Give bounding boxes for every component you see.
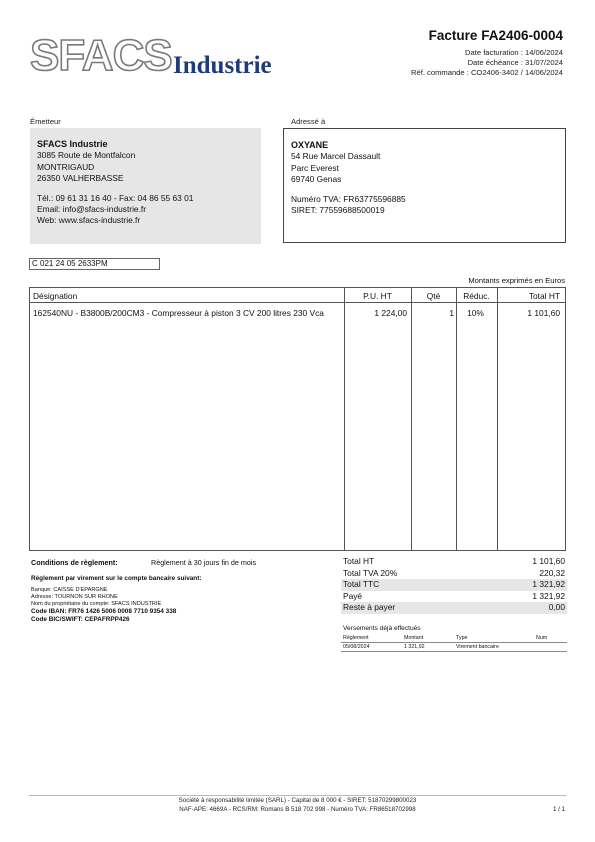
sender-address-line: MONTRIGAUD [37, 161, 95, 172]
row-total: 1 101,60 [527, 308, 560, 318]
payments-header-date: Règlement [343, 635, 369, 641]
sender-label: Émetteur [30, 117, 61, 126]
row-quantity: 1 [449, 308, 454, 318]
recipient-address-line: 69740 Genas [291, 174, 342, 185]
payment-date: 05/08/2024 [343, 644, 370, 650]
recipient-address-line: Parc Everest [291, 162, 339, 173]
bank-details [31, 587, 176, 624]
invoice-title: Facture FA2406-0004 [428, 28, 563, 43]
total-label: Reste à payer [343, 602, 396, 612]
sender-box [30, 128, 261, 244]
total-value: 1 321,92 [532, 590, 565, 601]
row-designation: 162540NU - B3800B/200CM3 - Compresseur à piston 3 CV 200 litres 230 Vca [33, 308, 324, 318]
row-unit-price: 1 224,00 [374, 308, 407, 318]
sender-name: SFACS Industrie [37, 139, 108, 149]
bic-swift: Code BIC/SWIFT: CEPAFRPP426 [31, 616, 130, 623]
payments-title: Versements déjà effectués [343, 625, 421, 632]
invoice-lines-table [29, 287, 566, 551]
recipient-address-line: 54 Rue Marcel Dassault [291, 151, 381, 162]
bank-name: Banque: CAISSE D'EPARGNE [31, 587, 108, 593]
recipient-name: OXYANE [291, 140, 329, 150]
payment-type: Virement bancaire [456, 644, 499, 650]
header-unit-price: P.U. HT [363, 291, 392, 301]
payments-header [341, 634, 567, 643]
header-discount: Réduc. [463, 291, 490, 301]
logo-industrie-text: Industrie [173, 52, 272, 79]
transfer-title: Règlement par virement sur le compte bancaire suivant: [31, 575, 202, 582]
payments-header-num: Num [536, 635, 548, 641]
account-owner: Nom du propriétaire du compte: SFACS INDUSTRIE [31, 601, 162, 607]
total-value: 1 321,92 [532, 579, 565, 589]
logo-sfacs-text: SFACS [30, 31, 172, 80]
recipient-label: Adressé à [291, 117, 326, 126]
iban: Code IBAN: FR76 1426 5006 0008 7710 9354 338 [31, 608, 177, 615]
sender-address-line: 26350 VALHERBASSE [37, 173, 124, 184]
conditions-value: Règlement à 30 jours fin de mois [151, 558, 257, 567]
payments-header-amount: Montant [404, 635, 424, 641]
total-row [341, 568, 567, 580]
conditions-label: Conditions de règlement: [31, 558, 118, 567]
payments-row [341, 643, 567, 652]
footer-divider [29, 795, 566, 796]
currency-note: Montants exprimés en Euros [468, 276, 565, 285]
total-value: 220,32 [539, 567, 565, 578]
invoice-date: Date facturation : 14/06/2024 [465, 48, 563, 57]
order-reference: Réf. commande : CO2406-3402 / 14/06/2024 [411, 68, 563, 77]
header-quantity: Qté [426, 291, 441, 301]
totals-block [341, 556, 567, 614]
footer-legal-line-1: Société à responsabilité limitée (SARL) - Capital de 8 000 € - SIRET: 51870299800023 [178, 797, 417, 804]
total-label: Payé [343, 590, 363, 601]
recipient-siret: SIRET: 77559688500019 [291, 205, 385, 216]
total-row [341, 556, 567, 568]
payments-header-type: Type [456, 635, 468, 641]
sender-address-line: 3085 Route de Montfalcon [37, 150, 136, 161]
sender-web: Web: www.sfacs-industrie.fr [37, 215, 141, 226]
total-row [341, 602, 567, 614]
total-row [341, 591, 567, 603]
recipient-vat-number: Numéro TVA: FR63775596885 [291, 193, 406, 204]
page-number: 1 / 1 [552, 806, 565, 813]
payments-table [341, 634, 567, 652]
company-logo [30, 33, 285, 81]
sender-email: Email: info@sfacs-industrie.fr [37, 204, 147, 215]
sender-phone: Tél.: 09 61 31 16 40 - Fax: 04 86 55 63 01 [37, 192, 194, 203]
header-total: Total HT [528, 291, 560, 301]
bank-address: Adresse: TOURNON SUR RHONE [31, 594, 118, 600]
footer-legal-line-2: NAF-APE: 4669A - RCS/RM: Romans B 518 702 998 - Numéro TVA: FR86518702998 [179, 806, 416, 813]
total-label: Total HT [343, 556, 375, 566]
total-label: Total TVA 20% [343, 567, 398, 578]
total-value: 1 101,60 [532, 556, 565, 566]
total-value: 0,00 [548, 602, 565, 612]
header-designation: Désignation [33, 291, 78, 301]
total-row [341, 579, 567, 591]
payment-amount: 1 321,92 [404, 644, 425, 650]
client-reference: C 021 24 05 2633PM [29, 258, 160, 270]
invoice-due-date: Date échéance : 31/07/2024 [467, 58, 563, 67]
recipient-box [283, 128, 566, 243]
row-discount: 10% [467, 308, 484, 318]
total-label: Total TTC [343, 579, 380, 589]
